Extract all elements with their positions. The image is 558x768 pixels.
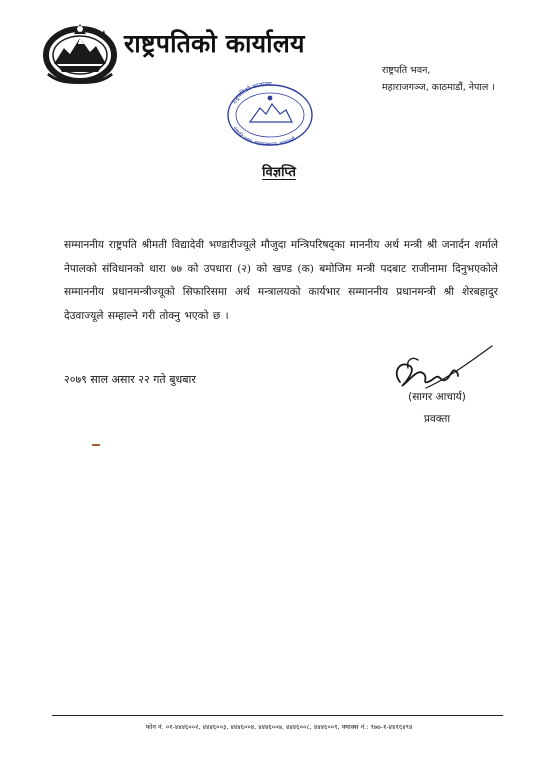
signatory-name: (सागर आचार्य) [408, 391, 466, 403]
office-seal-stamp-icon [222, 82, 318, 148]
signatory-role: प्रवक्ता [423, 413, 451, 425]
footer-contact: फोन नं. ०१-४४४६००२, ४४४६००३, ४४४६००४, ४४४६००७, ४४४६००८, ४४४६००९, फ्याक्स नं.: ९७७-१-४४१६४९४ [145, 723, 413, 731]
notice-heading [0, 162, 558, 180]
address-line-1: राष्ट्रपति भवन, [382, 65, 431, 76]
stray-mark [92, 444, 100, 446]
footer-divider [52, 715, 503, 716]
notice-date: २०७९ साल असार २२ गते बुधबार [64, 373, 196, 386]
nepal-emblem-icon [40, 18, 120, 86]
svg-text:राष्ट्रपतिको कार्यालय [231, 82, 272, 105]
notice-heading-text: विज्ञप्ति [262, 165, 296, 180]
notice-body: सम्माननीय राष्ट्रपति श्रीमती विद्यादेवी भण्डारीज्यूले मौजुदा मन्त्रिपरिषद्का माननीय अर्थ मन्त्री श्री जनार्दन शर्माले नेपालको संविधानको धारा ७७ को उपधारा (२) को खण्ड (क) बमोजिम मन्त्री पदबाट राजीनामा दिनुभएकोले सम्माननीय प्रधानमन्त्रीज्यूको सिफारिसमा अर्थ मन्त्रालयको कार्यभार सम्माननीय प्रधानमन्त्री श्री शेरबहादुर देउवाज्यूले सम्हाल्ने गरी तोक्नु भएको छ । [64, 239, 498, 322]
stamp-text-bottom: राष्ट्रपति भवन, महाराजगञ्ज, काठमाडौं [231, 125, 297, 148]
address-line-2: महाराजगञ्ज, काठमाडौं, नेपाल । [382, 82, 495, 93]
office-address [382, 62, 495, 96]
office-title: राष्ट्रपतिको कार्यालय [124, 29, 305, 58]
stamp-text-top: राष्ट्रपतिको कार्यालय [231, 82, 272, 106]
